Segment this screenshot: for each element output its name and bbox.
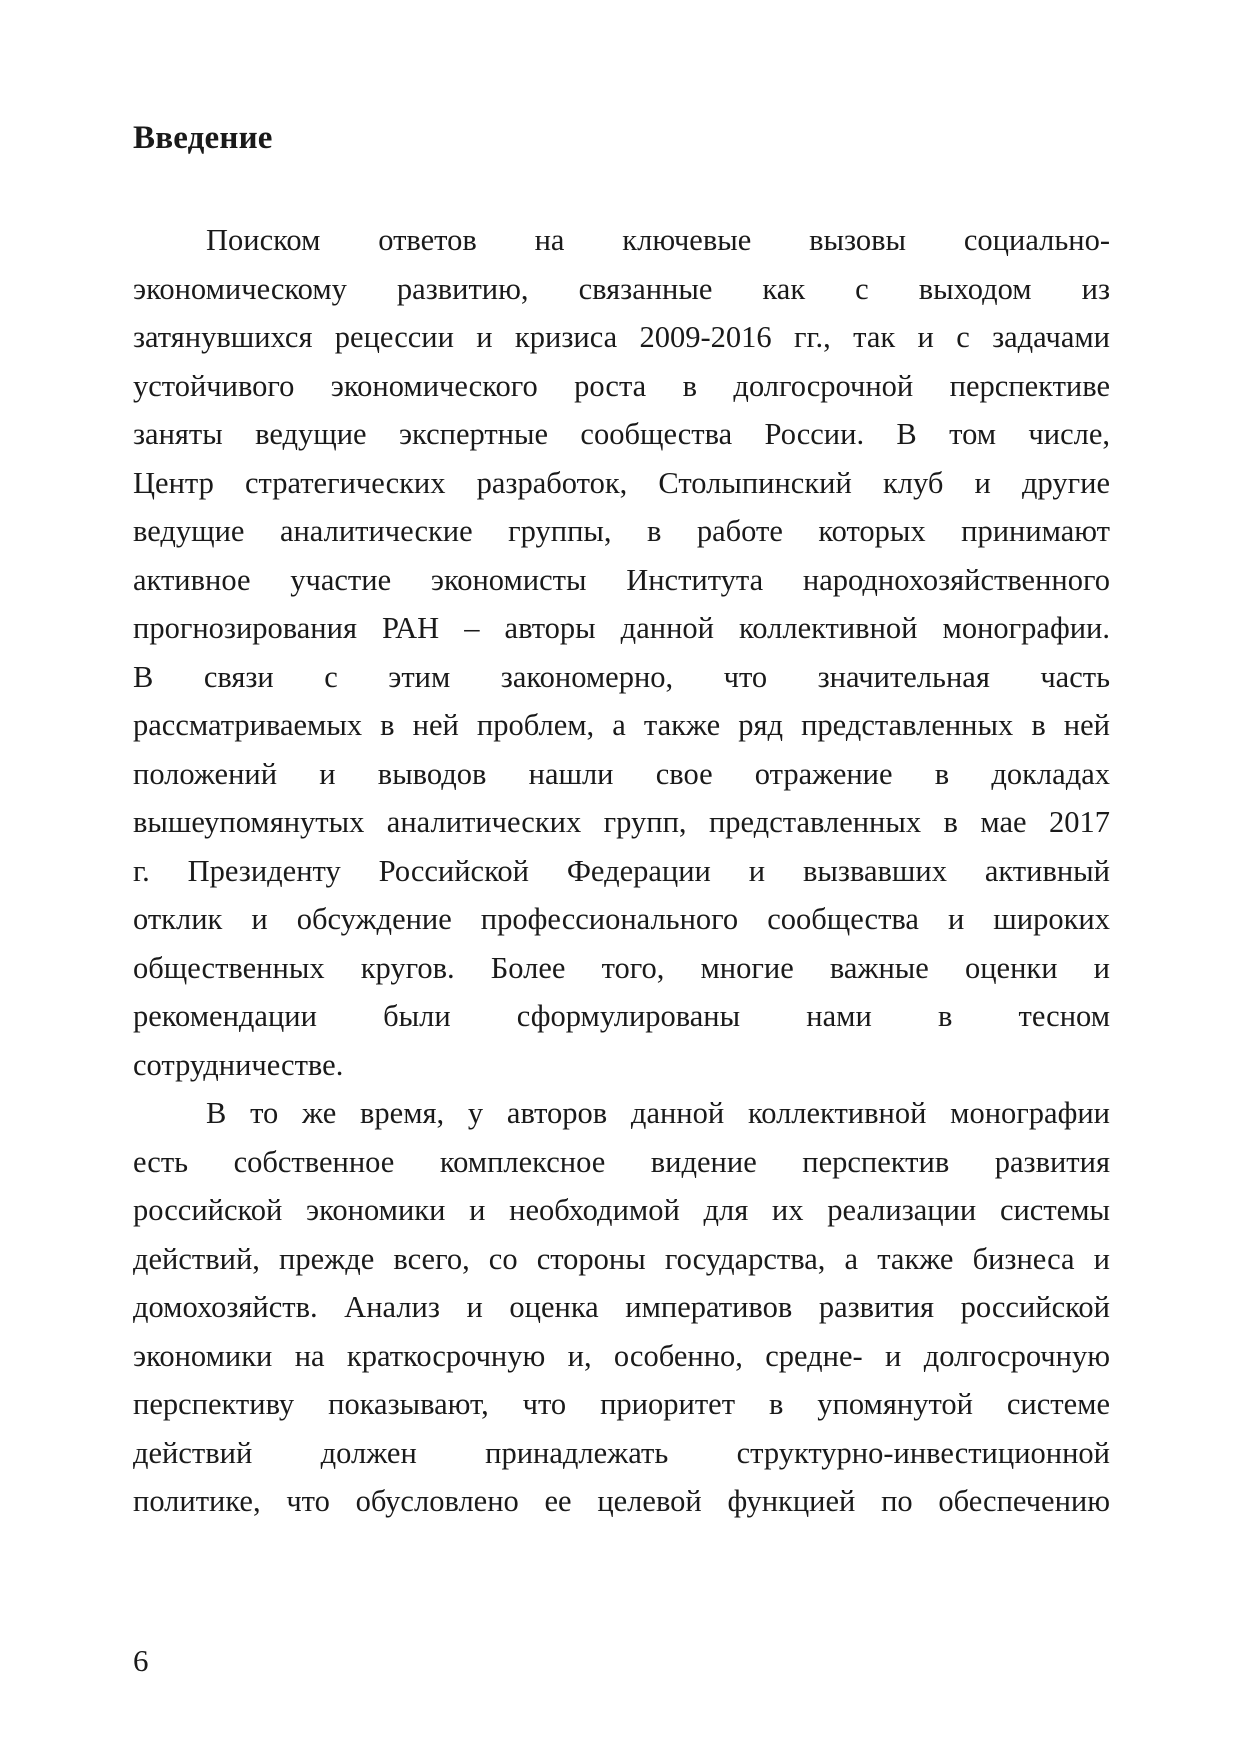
- text-line: вышеупомянутых аналитических групп, представленных в мае 2017: [133, 805, 1110, 839]
- body-text: [133, 216, 1110, 1526]
- text-line: устойчивого экономического роста в долгосрочной перспективе: [133, 368, 1110, 403]
- text-line: экономики на краткосрочную и, особенно, средне- и долгосрочную: [133, 1338, 1110, 1373]
- text-line: г. Президенту Российской Федерации и вызвавших активный: [133, 853, 1110, 888]
- section-heading: Введение: [133, 120, 273, 156]
- text-line: ведущие аналитические группы, в работе которых принимают: [133, 514, 1110, 548]
- text-line: затянувшихся рецессии и кризиса 2009-2016 гг., так и с задачами: [133, 320, 1110, 354]
- text-line: положений и выводов нашли свое отражение в докладах: [133, 756, 1110, 791]
- page-number: 6: [133, 1643, 149, 1678]
- text-line: домохозяйств. Анализ и оценка императивов развития российской: [133, 1290, 1110, 1324]
- text-line: рассматриваемых в ней проблем, а также ряд представленных в ней: [133, 708, 1110, 742]
- text-line: политике, что обусловлено ее целевой функцией по обеспечению: [133, 1484, 1110, 1518]
- text-line: действий должен принадлежать структурно-инвестиционной: [133, 1435, 1110, 1470]
- text-line: есть собственное комплексное видение перспектив развития: [133, 1144, 1110, 1179]
- text-line: сотрудничестве.: [133, 1047, 344, 1082]
- text-line: общественных кругов. Более того, многие важные оценки и: [133, 950, 1110, 985]
- text-line: прогнозирования РАН – авторы данной коллективной монографии.: [133, 611, 1110, 645]
- text-line: Центр стратегических разработок, Столыпинский клуб и другие: [133, 465, 1110, 500]
- text-line: действий, прежде всего, со стороны государства, а также бизнеса и: [133, 1241, 1110, 1276]
- text-line: активное участие экономисты Института народнохозяйственного: [133, 562, 1110, 597]
- text-line: заняты ведущие экспертные сообщества России. В том числе,: [133, 417, 1110, 451]
- text-line: Поиском ответов на ключевые вызовы социально-: [206, 223, 1110, 257]
- text-line: российской экономики и необходимой для их реализации системы: [133, 1193, 1110, 1227]
- text-line: рекомендации были сформулированы нами в тесном: [133, 999, 1110, 1033]
- text-line: отклик и обсуждение профессионального сообщества и широких: [133, 902, 1110, 936]
- text-line: В то же время, у авторов данной коллективной монографии: [206, 1096, 1110, 1130]
- text-line: экономическому развитию, связанные как с выходом из: [133, 271, 1110, 306]
- text-line: перспективу показывают, что приоритет в упомянутой системе: [133, 1387, 1110, 1421]
- paragraph-2: [133, 1089, 1110, 1526]
- text-line: В связи с этим закономерно, что значительная часть: [133, 659, 1110, 694]
- paragraph-1: [133, 216, 1110, 1089]
